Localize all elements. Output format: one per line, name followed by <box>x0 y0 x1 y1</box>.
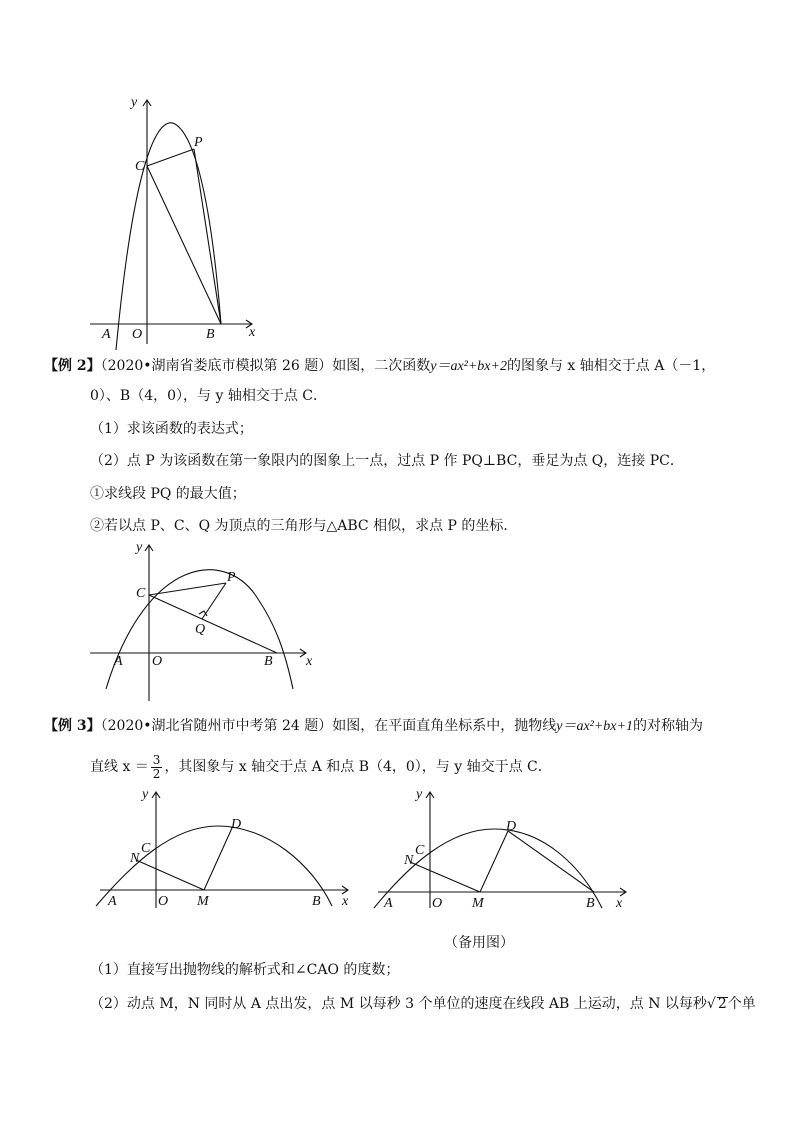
example-2-equation: y＝ax²+bx+2 <box>430 359 507 374</box>
segment-MD <box>480 831 508 892</box>
segment-CP <box>149 583 226 595</box>
parabola-curve <box>374 829 602 908</box>
label-C: C <box>141 841 151 856</box>
example-3-q1: （1）直接写出抛物线的解析式和∠CAO 的度数； <box>90 962 400 978</box>
label-D: D <box>231 817 242 832</box>
parabola-curve <box>116 123 221 350</box>
label-C: C <box>135 159 145 174</box>
segment-NM <box>136 860 204 890</box>
label-x: x <box>616 896 623 911</box>
fraction-numerator: 3 <box>152 752 161 767</box>
label-N: N <box>130 851 140 866</box>
figure-parabola-1 <box>80 88 270 350</box>
example-3-line-2 <box>90 752 552 782</box>
example-3-stem-b: 的对称轴为 <box>632 718 703 734</box>
fraction-three-halves <box>151 754 163 781</box>
example-2-q2-1: ①求线段 PQ 的最大值； <box>90 486 246 502</box>
segment-CB <box>149 595 277 653</box>
label-P: P <box>227 570 236 585</box>
label-O: O <box>158 894 169 909</box>
label-y: y <box>416 787 423 802</box>
segment-CB <box>147 166 221 324</box>
segment-DB <box>508 831 594 892</box>
label-y: y <box>136 540 143 555</box>
figure-parabola-2 <box>86 537 322 705</box>
label-y: y <box>142 787 149 802</box>
example-2-tag: 【例 2】 <box>44 358 101 374</box>
label-x: x <box>249 325 256 340</box>
label-y: y <box>131 95 138 110</box>
label-A: A <box>108 894 117 909</box>
figure-parabola-4-backup <box>370 784 632 914</box>
label-B: B <box>312 894 321 909</box>
right-angle-mark <box>199 611 207 616</box>
segment-MD <box>204 828 232 890</box>
segment-CP <box>147 149 194 166</box>
example-3-q2-b: 个单 <box>727 996 756 1012</box>
label-M: M <box>472 896 484 911</box>
example-2-q2-2: ②若以点 P、C、Q 为顶点的三角形与△ABC 相似，求点 P 的坐标． <box>90 518 518 534</box>
label-D: D <box>506 819 517 834</box>
example-2-q1: （1）求该函数的表达式； <box>90 421 253 437</box>
label-O: O <box>132 327 143 342</box>
example-3-source: （2020•湖北省随州市中考第 24 题） <box>100 718 333 734</box>
label-B: B <box>586 896 595 911</box>
label-O: O <box>432 896 443 911</box>
example-3-q2-a: （2）动点 M，N 同时从 A 点出发，点 M 以每秒 3 个单位的速度在线段 AB 上运动，点 N 以每秒 <box>90 996 707 1012</box>
label-O: O <box>152 654 163 669</box>
figure-parabola-3 <box>92 784 354 914</box>
example-2-stem-b: 的图象与 x 轴相交于点 A（－1， <box>506 358 716 374</box>
fraction-denominator: 2 <box>152 766 161 781</box>
example-3-line2-a: 直线 x ＝ <box>90 759 149 775</box>
label-P: P <box>194 135 203 150</box>
example-3-equation: y＝ax²+bx+1 <box>556 719 633 734</box>
example-3-stem-a: 如图，在平面直角坐标系中，抛物线 <box>332 718 557 734</box>
label-A: A <box>384 896 393 911</box>
example-2-stem-a: 如图，二次函数 <box>332 358 431 374</box>
label-x: x <box>342 894 349 909</box>
label-A: A <box>114 654 123 669</box>
example-3-line-1 <box>44 716 703 737</box>
label-B: B <box>206 327 215 342</box>
label-C: C <box>415 843 425 858</box>
example-3-q2 <box>90 994 756 1014</box>
example-2-source: （2020•湖南省娄底市模拟第 26 题） <box>100 358 333 374</box>
example-3-tag: 【例 3】 <box>44 718 101 734</box>
example-2-line-2: 0）、B（4，0），与 y 轴相交于点 C． <box>90 388 327 404</box>
label-B: B <box>264 654 273 669</box>
label-M: M <box>197 894 209 909</box>
sqrt-sign: √ <box>706 996 716 1012</box>
example-2-line-1 <box>44 356 715 377</box>
example-3-line2-b: ，其图象与 x 轴交于点 A 和点 B（4，0），与 y 轴交于点 C． <box>164 759 552 775</box>
label-A: A <box>102 327 111 342</box>
label-Q: Q <box>195 622 206 637</box>
segment-NM <box>410 862 480 892</box>
sqrt-radicand: 2 <box>717 996 727 1012</box>
segment-PB <box>194 149 221 324</box>
backup-figure-caption: （备用图） <box>444 935 514 951</box>
label-x: x <box>306 654 313 669</box>
example-2-q2: （2）点 P 为该函数在第一象限内的图象上一点，过点 P 作 PQ⊥BC，垂足为点 Q，连接 PC． <box>90 453 684 469</box>
parabola-curve <box>96 826 332 906</box>
label-C: C <box>136 586 146 601</box>
label-N: N <box>404 853 414 868</box>
